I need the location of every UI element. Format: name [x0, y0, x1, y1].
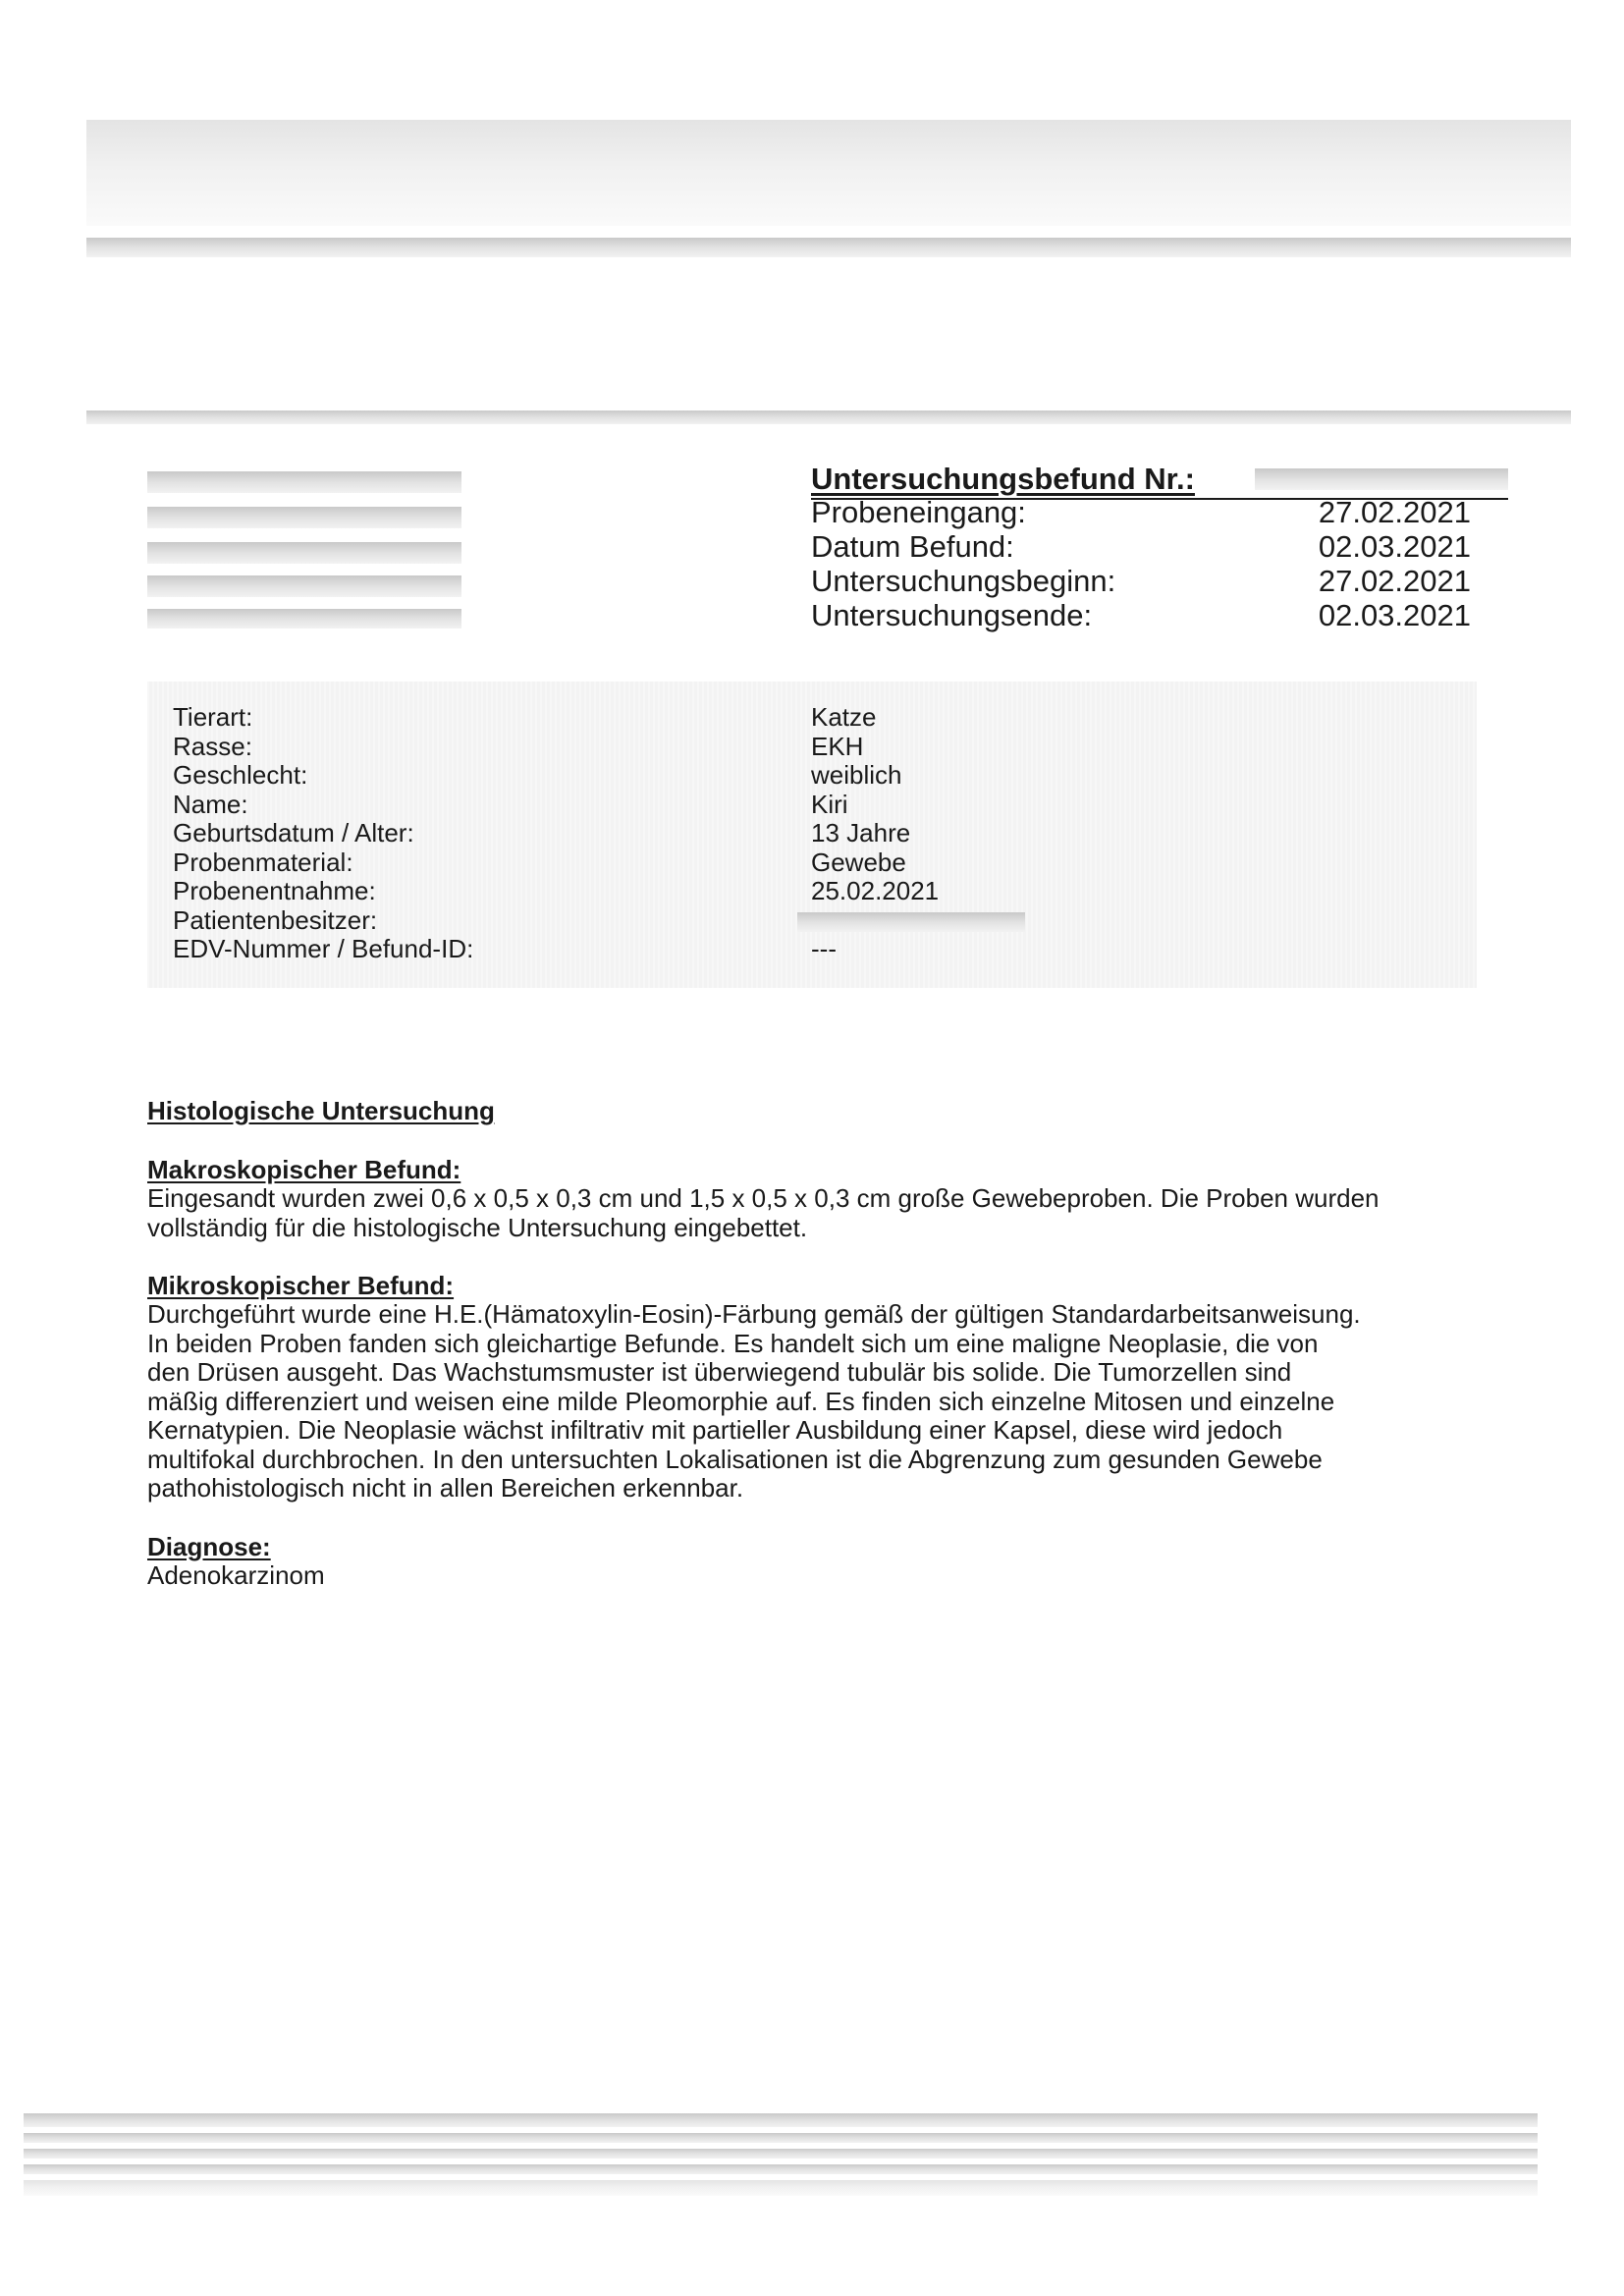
report-row — [811, 598, 1471, 632]
patient-field-label: Rasse: — [173, 731, 252, 761]
patient-field-label: Probenmaterial: — [173, 847, 353, 877]
patient-field-value: Katze — [811, 702, 877, 732]
report-row-value: 27.02.2021 — [1318, 564, 1471, 598]
header-divider-redacted — [86, 410, 1571, 424]
report-row-label: Untersuchungsende: — [811, 598, 1093, 632]
patient-field-value: weiblich — [811, 760, 902, 790]
report-row-label: Probeneingang: — [811, 495, 1026, 529]
patient-values — [811, 703, 939, 964]
patient-field-value: EKH — [811, 731, 864, 761]
owner-redacted — [797, 912, 1025, 932]
mikro-heading: Mikroskopischer Befund: — [147, 1271, 455, 1300]
makro-heading: Makroskopischer Befund: — [147, 1155, 461, 1184]
patient-field-label: Patientenbesitzer: — [173, 904, 378, 935]
paragraph-line: pathohistologisch nicht in allen Bereichen erkennbar. — [147, 1473, 744, 1503]
redaction-bar — [147, 542, 461, 564]
patient-field-value: 13 Jahre — [811, 818, 911, 847]
patient-panel — [147, 682, 1477, 988]
patient-field-value: Kiri — [811, 789, 848, 819]
diagnose-heading: Diagnose: — [147, 1531, 271, 1561]
report-row-value: 02.03.2021 — [1318, 529, 1471, 564]
footer-bar — [24, 2149, 1538, 2159]
report-row — [811, 529, 1471, 564]
paragraph-line: In beiden Proben fanden sich gleichartige Befunde. Es handelt sich um eine maligne Neoplasie, die von — [147, 1328, 1319, 1358]
paragraph-line: vollständig für die histologische Untersuchung eingebettet. — [147, 1212, 808, 1242]
paragraph-line: mäßig differenziert und weisen eine milde Pleomorphie auf. Es finden sich einzelne Mitosen und einzelne — [147, 1386, 1335, 1416]
report-row-label: Datum Befund: — [811, 529, 1014, 564]
patient-field-label: EDV-Nummer / Befund-ID: — [173, 934, 474, 963]
makro-text — [147, 1184, 1477, 1242]
footer-bar — [24, 2113, 1538, 2127]
letterhead-divider — [86, 238, 1571, 257]
section-title: Histologische Untersuchung — [147, 1096, 495, 1125]
patient-field-label: Probenentnahme: — [173, 876, 376, 905]
patient-field-value: Gewebe — [811, 847, 906, 877]
patient-owner-value — [811, 906, 939, 936]
paragraph-line: Kernatypien. Die Neoplasie wächst infiltrativ mit partieller Ausbildung einer Kapsel, diese wird jedoch — [147, 1415, 1283, 1445]
report-row — [811, 495, 1471, 529]
patient-labels — [173, 703, 473, 964]
report-header — [811, 462, 1508, 638]
report-row-value: 02.03.2021 — [1318, 598, 1471, 632]
report-row-value: 27.02.2021 — [1318, 495, 1471, 529]
redaction-bar — [147, 609, 461, 629]
letterhead-redacted — [86, 120, 1571, 226]
report-dates — [811, 495, 1471, 632]
findings-section — [147, 1096, 1477, 1590]
report-title: Untersuchungsbefund Nr.: — [811, 462, 1195, 496]
paragraph-line: den Drüsen ausgeht. Das Wachstumsmuster ist überwiegend tubulär bis solide. Die Tumorzellen sind — [147, 1357, 1292, 1387]
footer-bar — [24, 2133, 1538, 2143]
paragraph-line: Eingesandt wurden zwei 0,6 x 0,5 x 0,3 cm und 1,5 x 0,5 x 0,3 cm große Gewebeproben. Die Proben wurden — [147, 1183, 1380, 1213]
patient-field-value: --- — [811, 934, 837, 963]
report-row-label: Untersuchungsbeginn: — [811, 564, 1116, 598]
patient-field-label: Geschlecht: — [173, 760, 308, 790]
patient-field-label: Geburtsdatum / Alter: — [173, 818, 414, 847]
footer-bar — [24, 2180, 1538, 2196]
report-number-redacted — [1255, 468, 1508, 490]
paragraph-line: Durchgeführt wurde eine H.E.(Hämatoxylin-Eosin)-Färbung gemäß der gültigen Standardarbeitsanweisung. — [147, 1299, 1361, 1329]
patient-field-label: Name: — [173, 789, 248, 819]
footer-redacted — [24, 2113, 1538, 2196]
paragraph-line: multifokal durchbrochen. In den untersuchten Lokalisationen ist die Abgrenzung zum gesunden Gewebe — [147, 1444, 1323, 1474]
redaction-bar — [147, 575, 461, 597]
patient-field-label: Tierart: — [173, 702, 253, 732]
footer-bar — [24, 2164, 1538, 2174]
mikro-text — [147, 1300, 1477, 1503]
redaction-bar — [147, 471, 461, 493]
report-row — [811, 564, 1471, 598]
diagnose-text: Adenokarzinom — [147, 1559, 325, 1590]
patient-field-value: 25.02.2021 — [811, 876, 940, 905]
recipient-address-redacted — [147, 467, 461, 630]
redaction-bar — [147, 507, 461, 528]
